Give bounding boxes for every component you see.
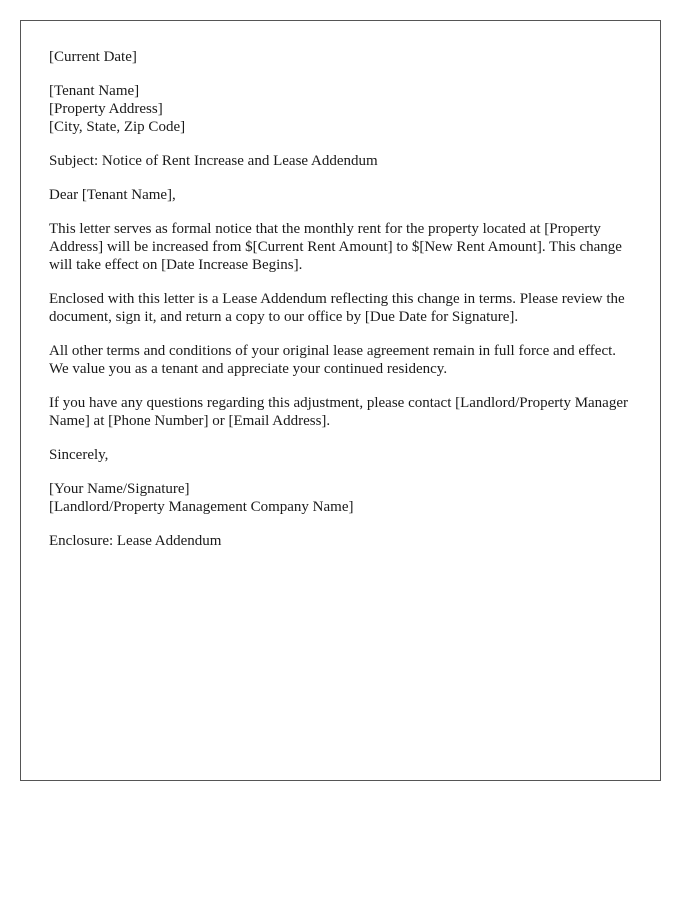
letter-date: [Current Date] — [49, 49, 137, 65]
signature-company: [Landlord/Property Management Company Name] — [49, 499, 354, 515]
recipient-block — [49, 82, 632, 136]
letter-enclosure: Enclosure: Lease Addendum — [49, 533, 222, 549]
letter-subject: Subject: Notice of Rent Increase and Lease Addendum — [49, 153, 378, 169]
body-paragraph-notice: This letter serves as formal notice that the monthly rent for the property located at [Property Address] will be increased from $[Current Rent Amount] to $[New Rent Amount]. This change will take effect on [Date Increase Begins]. — [49, 221, 622, 273]
body-paragraph-contact: If you have any questions regarding this adjustment, please contact [Landlord/Property Manager Name] at [Phone Number] or [Email Address]. — [49, 395, 628, 429]
recipient-address: [Property Address] — [49, 101, 163, 117]
recipient-name: [Tenant Name] — [49, 83, 140, 99]
recipient-city-state-zip: [City, State, Zip Code] — [49, 119, 186, 135]
letter-closing: Sincerely, — [49, 447, 109, 463]
letter-page — [20, 20, 661, 781]
body-paragraph-terms: All other terms and conditions of your original lease agreement remain in full force and effect. We value you as a tenant and appreciate your continued residency. — [49, 343, 617, 377]
signature-name: [Your Name/Signature] — [49, 481, 190, 497]
letter-salutation: Dear [Tenant Name], — [49, 187, 176, 203]
body-paragraph-addendum: Enclosed with this letter is a Lease Addendum reflecting this change in terms. Please review the document, sign it, and return a copy to our office by [Due Date for Signature]. — [49, 291, 625, 325]
signature-block — [49, 480, 632, 516]
